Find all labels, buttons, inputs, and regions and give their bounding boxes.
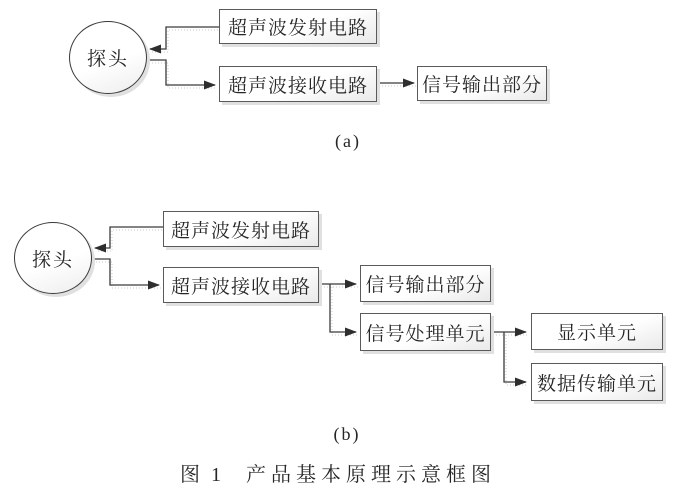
box-signal-process-b — [360, 313, 491, 351]
figure-title: 产品基本原理示意框图 — [246, 464, 496, 486]
connector-b-probe-to-receive — [91, 259, 159, 285]
probe-node-b — [14, 222, 92, 294]
sublabel-a: (a) — [335, 131, 361, 151]
box-label: 信号输出部分 — [365, 275, 486, 296]
box-receive-circuit-b — [163, 267, 319, 303]
probe-node-a — [69, 21, 147, 94]
connector-b-transmit-to-probe — [95, 227, 163, 248]
figure-number: 图 1 — [180, 464, 224, 486]
connector-b-process-to-data — [504, 332, 526, 382]
connector-a-probe-to-receive — [147, 60, 215, 85]
box-label: 超声波发射电路 — [227, 18, 368, 39]
box-display-unit-b — [531, 313, 663, 350]
box-label: 显示单元 — [556, 323, 637, 344]
box-label: 数据传输单元 — [536, 373, 657, 395]
sublabel-b: (b) — [333, 424, 361, 444]
connector-b-receive-to-process — [330, 284, 356, 332]
box-label: 信号处理单元 — [365, 323, 486, 345]
box-receive-circuit-a — [219, 66, 377, 102]
box-label: 超声波接收电路 — [170, 276, 311, 298]
box-label: 超声波接收电路 — [227, 75, 368, 97]
box-data-transfer-unit-b — [531, 363, 663, 401]
probe-label-a: 探头 — [86, 49, 129, 70]
box-label: 超声波发射电路 — [170, 220, 311, 242]
probe-label-b: 探头 — [31, 249, 74, 271]
connector-a-transmit-to-probe — [150, 27, 219, 49]
box-signal-output-b — [360, 265, 491, 302]
figure-caption — [0, 458, 676, 487]
box-signal-output-a — [417, 66, 547, 101]
box-transmit-circuit-b — [163, 211, 319, 247]
box-label: 信号输出部分 — [421, 75, 542, 96]
box-transmit-circuit-a — [219, 9, 377, 44]
